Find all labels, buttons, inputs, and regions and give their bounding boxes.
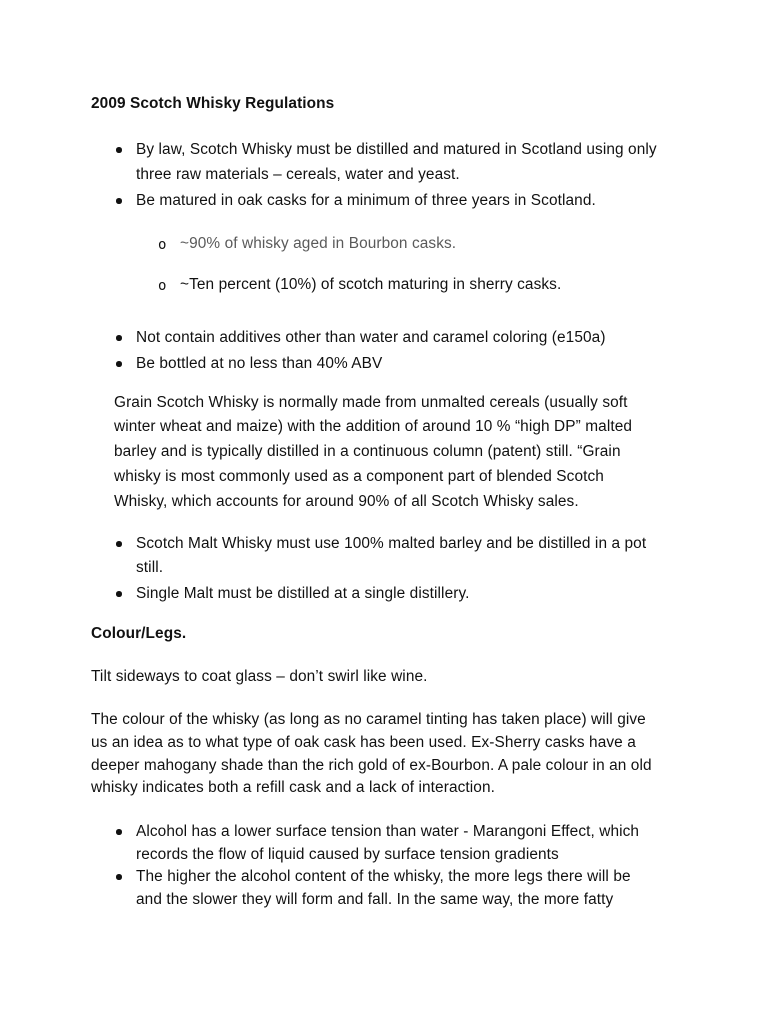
regulation-1-line-2: three raw materials – cereals, water and yeast. bbox=[136, 166, 460, 183]
bullet-dot bbox=[116, 361, 122, 367]
bullet-dot bbox=[116, 541, 122, 547]
legs-bullet-2-line-1: The higher the alcohol content of the whisky, the more legs there will be bbox=[136, 868, 631, 885]
document-title: 2009 Scotch Whisky Regulations bbox=[91, 95, 335, 112]
sub-bullet-marker: o bbox=[158, 237, 167, 253]
tilt-instruction: Tilt sideways to coat glass – don’t swirl like wine. bbox=[91, 668, 428, 685]
legs-bullet-2-line-2: and the slower they will form and fall. In the same way, the more fatty bbox=[136, 891, 614, 908]
grain-paragraph-line-5: Whisky, which accounts for around 90% of all Scotch Whisky sales. bbox=[114, 493, 579, 510]
cask-note-sherry: ~Ten percent (10%) of scotch maturing in sherry casks. bbox=[180, 276, 562, 293]
regulation-3: Not contain additives other than water and caramel coloring (e150a) bbox=[136, 329, 606, 346]
grain-paragraph-line-2: winter wheat and maize) with the addition of around 10 % “high DP” malted bbox=[114, 418, 633, 435]
bullet-dot bbox=[116, 335, 122, 341]
malt-bullet-2: Single Malt must be distilled at a single distillery. bbox=[136, 585, 470, 602]
bullet-dot bbox=[116, 591, 122, 597]
grain-paragraph-line-3: barley and is typically distilled in a continuous column (patent) still. “Grain bbox=[114, 443, 621, 460]
bullet-dot bbox=[116, 198, 122, 204]
regulation-1-line-1: By law, Scotch Whisky must be distilled and matured in Scotland using only bbox=[136, 141, 657, 158]
colour-paragraph-line-1: The colour of the whisky (as long as no caramel tinting has taken place) will give bbox=[91, 711, 646, 728]
grain-paragraph-line-4: whisky is most commonly used as a component part of blended Scotch bbox=[114, 468, 604, 485]
colour-paragraph-line-2: us an idea as to what type of oak cask has been used. Ex-Sherry casks have a bbox=[91, 734, 636, 751]
malt-bullet-1-line-1: Scotch Malt Whisky must use 100% malted barley and be distilled in a pot bbox=[136, 535, 647, 552]
regulation-2-line-1: Be matured in oak casks for a minimum of three years in Scotland. bbox=[136, 192, 596, 209]
regulation-4: Be bottled at no less than 40% ABV bbox=[136, 355, 383, 372]
legs-bullet-1-line-2: records the flow of liquid caused by surface tension gradients bbox=[136, 846, 559, 863]
bullet-dot bbox=[116, 829, 122, 835]
colour-paragraph-line-4: whisky indicates both a refill cask and a lack of interaction. bbox=[91, 779, 495, 796]
grain-paragraph-line-1: Grain Scotch Whisky is normally made from unmalted cereals (usually soft bbox=[114, 394, 628, 411]
cask-note-bourbon: ~90% of whisky aged in Bourbon casks. bbox=[180, 235, 457, 252]
colour-legs-heading: Colour/Legs. bbox=[91, 625, 187, 642]
bullet-dot bbox=[116, 147, 122, 153]
legs-bullet-1-line-1: Alcohol has a lower surface tension than water - Marangoni Effect, which bbox=[136, 823, 640, 840]
bullet-dot bbox=[116, 874, 122, 880]
sub-bullet-marker: o bbox=[158, 278, 167, 294]
colour-paragraph-line-3: deeper mahogany shade than the rich gold of ex-Bourbon. A pale colour in an old bbox=[91, 757, 652, 774]
malt-bullet-1-line-2: still. bbox=[136, 559, 164, 576]
